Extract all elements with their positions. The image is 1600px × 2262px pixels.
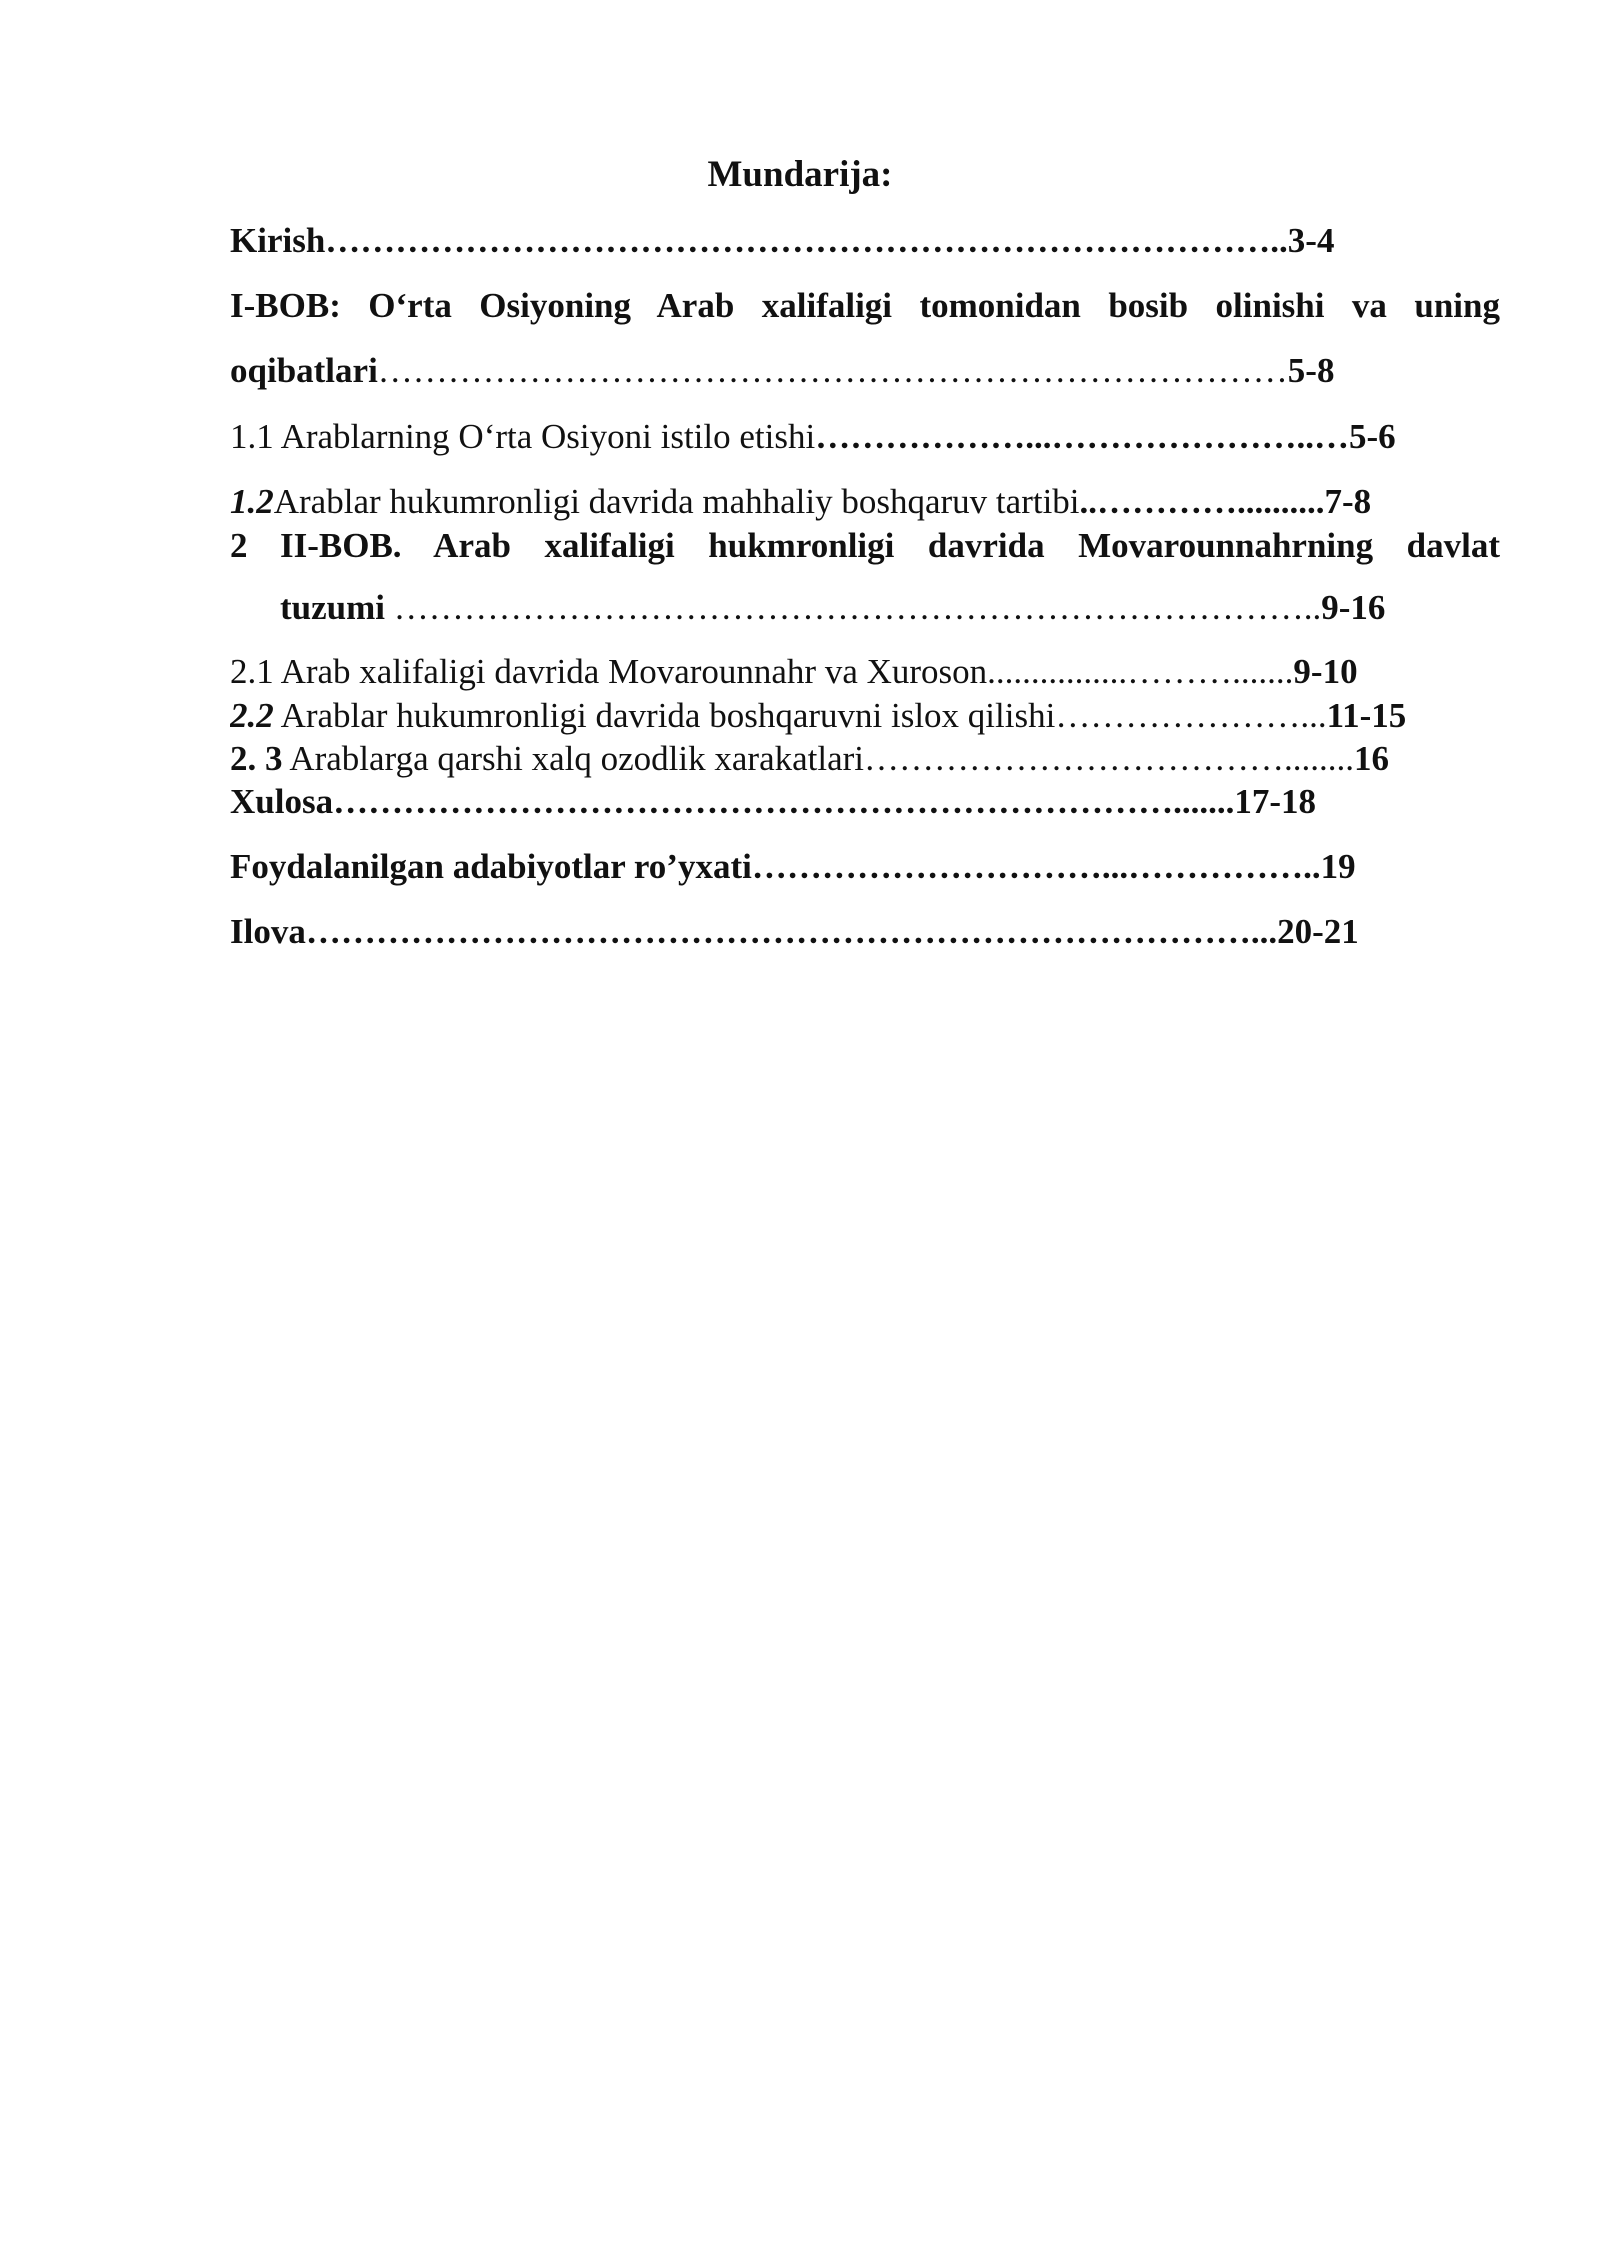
toc-entry-number: 2.2	[230, 696, 274, 735]
toc-entry-number: 2. 3	[230, 739, 283, 778]
toc-entry-chapter-1-continued	[230, 349, 1500, 393]
toc-entry-section-2-2	[230, 694, 1500, 738]
toc-entry-section-2-1	[230, 650, 1500, 694]
toc-entry-label: II-BOB. Arab xalifaligi hukmronligi davrida Movarounnahrning davlat	[280, 526, 1500, 565]
toc-entry-bibliography	[230, 845, 1500, 889]
toc-entry-label-continued: oqibatlari	[230, 351, 378, 390]
toc-dot-leader: ………………………………………………………………………...	[305, 912, 1278, 951]
toc-dot-leader: …………………………...……………..	[751, 847, 1321, 886]
toc-dot-leader: ………………...…………………..…	[815, 417, 1349, 456]
toc-entry-xulosa	[230, 780, 1500, 824]
toc-dot-leader: ..…………..........	[1079, 482, 1325, 521]
toc-entry-label: Xulosa	[230, 782, 334, 821]
toc-page-range: 20-21	[1277, 912, 1359, 951]
toc-title: Mundarija:	[707, 154, 893, 195]
toc-entry-ilova	[230, 910, 1500, 954]
toc-page-range: 17-18	[1234, 782, 1316, 821]
toc-entry-label: Arablar hukumronligi davrida boshqaruvni islox qilishi	[273, 696, 1056, 735]
toc-entry-chapter-2	[230, 524, 1500, 568]
toc-entry-section-1-1	[230, 415, 1500, 459]
toc-dot-leader: ……………………………………………………………………	[377, 351, 1288, 390]
toc-page-range: 5-6	[1348, 417, 1396, 456]
toc-entry-chapter-1	[230, 284, 1500, 328]
toc-page-range: 9-16	[1321, 588, 1386, 627]
toc-entry-label: Ilova	[230, 912, 306, 951]
toc-entry-label: Kirish	[230, 221, 326, 260]
toc-entry-section-2-3	[230, 737, 1500, 781]
toc-entry-label: 2.1 Arab xalifaligi davrida Movarounnahr va Xuroson	[230, 652, 988, 691]
toc-entry-label: I-BOB: O‘rta Osiyoning Arab xalifaligi tomonidan bosib olinishi va uning	[230, 286, 1500, 325]
toc-page-range: 19	[1320, 847, 1356, 886]
toc-page-range: 7-8	[1324, 482, 1372, 521]
toc-dot-leader: ……………………………………………………………….......	[333, 782, 1235, 821]
toc-page-range: 9-10	[1293, 652, 1358, 691]
toc-page-range: 3-4	[1287, 221, 1335, 260]
toc-dot-leader: ……………………………………………………………………..	[385, 588, 1322, 627]
toc-dot-leader: ………………………………........	[864, 739, 1354, 778]
toc-dot-leader: …………………...	[1055, 696, 1327, 735]
toc-dot-leader: ................……….......	[987, 652, 1294, 691]
toc-entry-kirish	[230, 219, 1500, 263]
toc-entry-label: 1.1 Arablarning O‘rta Osiyoni istilo etishi	[230, 417, 816, 456]
toc-entry-label: Foydalanilgan adabiyotlar ro’yxati	[230, 847, 752, 886]
toc-page-range: 11-15	[1326, 696, 1407, 735]
toc-entry-label: Arablarga qarshi xalq ozodlik xarakatlari	[282, 739, 864, 778]
toc-entry-chapter-2-continued	[280, 586, 1460, 630]
toc-entry-number: 2	[230, 526, 248, 565]
toc-entry-label: Arablar hukumronligi davrida mahhaliy boshqaruv tartibi	[273, 482, 1080, 521]
toc-page-range: 16	[1354, 739, 1389, 778]
toc-page-range: 5-8	[1287, 351, 1335, 390]
toc-entry-number: 1.2	[230, 482, 274, 521]
toc-dot-leader: ………………………………………………………………………..	[325, 221, 1288, 260]
toc-entry-section-1-2	[230, 480, 1500, 524]
toc-entry-label-continued: tuzumi	[280, 588, 385, 627]
